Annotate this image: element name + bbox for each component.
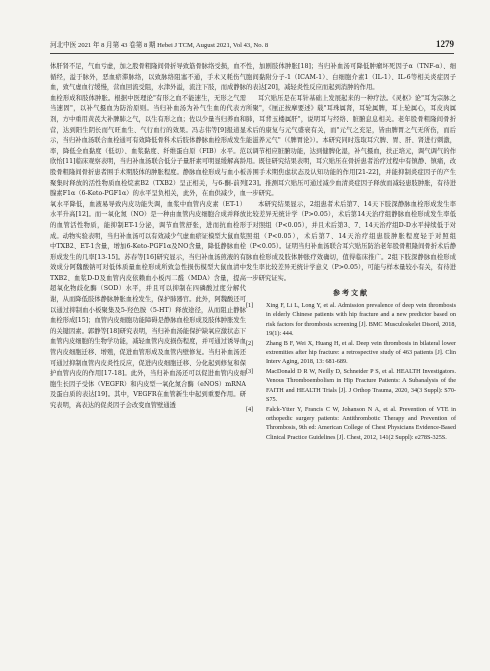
running-header-text: 河北中医 2021 年 8 月第 43 卷第 8 期 Hebei J TCM, August 2021, Vol 43, No. 8 <box>50 42 269 49</box>
left-column <box>50 62 246 412</box>
reference-number: [4] <box>246 405 254 413</box>
reference-number: [2] <box>246 339 254 347</box>
reference-item <box>246 301 456 338</box>
right-column <box>246 62 456 443</box>
reference-text: Xing F, Li L, Long Y, et al. Admission prevalence of deep vein thrombosis in elderly Chinese patients with hip fracture and a new predictor based on risk factors for thrombosis screening [J]. BMC Musculoskelet Disord, 2018, 19(1): 444. <box>266 302 456 337</box>
body-paragraph: 耳穴贴压是在耳针基础上发展起来的一种疗法。《灵枢》论"耳为宗脉之所聚"，《厘正按摩要述》载"耳珠属肾，耳轮属脾，耳上轮属心，耳皮肉属肺，耳背玉楼属肝"，说明耳与经络、脏腑息息相关。老年股骨粗隆间骨折术后的康复与元气盛衰有关，而"元气之充足，皆由脾胃之气无所伤，而后能滋养元气"（《脾胃论》）。本研究同时选取耳穴脾、胃、肝、肾进行刺激，以调节相应脏腑功能，达到健脾化湿，补气摄血，扶正培元，调气调气的作用。既往研究结果表明，耳穴贴压在骨折患者治疗过程中有镇静、镇痛，改善围手术期焦虑状态及认知功能的作用[21-22]，并能抑制炎症因子的产生[23]。推测耳穴贴压可通过减少血清炎症因子释放而减轻患肢肿胀，有待进一步研究。 <box>246 94 456 198</box>
reference-item <box>246 405 456 442</box>
running-header <box>50 41 454 54</box>
references-heading: 参考文献 <box>333 288 369 298</box>
reference-number: [1] <box>246 302 254 310</box>
reference-text: MacDonald D R W, Neilly D, Schneider P S, et al. HEALTH Investigators. Venous Thromboembolism in Hip Fracture Patients: A Subanalysis of the FAITH and HEALTH Trials [J]. J Orthop Trauma, 2020, 34(3 Suppl): S70-S75. <box>266 368 456 404</box>
body-paragraph: 性，加剧肢体肿胀[18]；当归补血汤可降低肿瘤坏死因子α（TNF-α）、细胞间黏附分子-1（ICAM-1）、白细胞介素1（IL-1）、IL-6等相关炎症因子的表达[20]，减轻炎性反应而起到消肿的作用。 <box>246 63 456 92</box>
page-number: 1279 <box>436 39 454 49</box>
reference-text: Falck-Ytter Y, Francis C W, Johanson N A, et al. Prevention of VTE in orthopedic surgery patients: Antithrombotic Therapy and Prevention of Thrombosis, 9th ed: American College of Chest Physicians Evidence-Based Clinical Practice Guidelines [J]. Chest, 2012, 141(2 Suppl): e278S-325S. <box>266 405 456 441</box>
body-paragraph: 体肝肾不足，气血亏虚，加之股骨粗隆间骨折导致筋骨脉络受损，血不循经，溢于脉外，恶血瘀滞脉络，以致脉络阻塞不通，手术又耗伤气血，致气虚血行缓慢，营血回流受阻，水津外溢，流注下肢，而成静脉血栓形成和肢体肿胀。根据中医理论"有形之血不能速生，无形之气需当速固"，以补气摄血为防治原则。当归补血汤为补气生血的代表方剂，方中重用黄芪大补脾肺之气，以生有形之血；佐以少量当归养血和营，达到阳生阴长而气旺血生、气行血行的效果。冯志伟等[9]报道显示，当归补血汤联合血栓通可有效降低骨科术后肢体静脉血栓形成发生率，降低全血黏度（低切）、血浆黏度、纤维蛋白原（FIB）水平。范欣怡[11]临床观察表明，当归补血汤联合低分子量肝素可明显缓解高龄股骨粗隆间骨折患者围手术期肢体的肿胀程度。静脉血栓形成与血小板聚集时释放的活性物质血栓烷素B2（TXB2）呈正相关，与6-酮-前列腺素F1α（6-Keto-PGF1α）的水平呈负相关，此外，在血供减少，血氧水平降低，血液易导致内皮功能失调，血浆中血管内皮素（ET-1）水平升高[12]。而一氧化氮（NO）是一种由血管内皮细胞合成并释放的血管活性物质，能抑制ET-1分泌，调节血管舒张，进而抗血栓形成。动物实验表明，当归补血汤可以有效减少气虚血瘀证模型大鼠血浆中TXB2、ET-1含量，增加6-Keto-PGF1α及NO含量，降低静脉血栓形成发生的几率[13-15]。苏春等[16]研究显示，当归补血汤煎液的有效成分阿魏酸钠可对低体质量血栓形成所致急性损伤模型大鼠血清中TXB2、血浆D-D及血管内皮依赖血小板丙二醛（MDA）含量，提高超氧化物歧化酶（SOD）水平，并且可以抑制在四磷酸过度分解代谢，从而降低肢体静脉肿胀血栓发生，保护肺器官。此外，阿魏酸还可以通过抑制血小板聚集及5-羟色胺（5-HT）释放途径，从而阻止静脉血栓形成[15]；血管内皮细胞功能障碍是静脉血栓形成及肢体肿胀发生的关键因素。郭静等[18]研究表明，当归补血汤能保护缺氧应激状态下血管内皮细胞的生物学功能，减轻血管内皮损伤程度，并可通过诱导血管内皮细胞迁移、增殖，促进血管形成及血管内壁修复。当归补血汤还可通过抑制血管内皮炎性反应，促进内皮细胞迁移、分化起到修复和保护血管内皮的作用[17-18]。此外，当归补血汤还可以促进血管内皮细胞生长因子受体（VEGFR）和内皮型一氧化氮合酶（eNOS）mRNA及蛋白质的表达[19]。其中，VEGFR在血管新生中起到重要作用。研究表明，高表达的促炎因子会改变血管壁通透 <box>50 63 246 409</box>
reference-number: [3] <box>246 368 254 376</box>
reference-item <box>246 367 456 404</box>
reference-item <box>246 339 456 367</box>
reference-text: Zhang B F, Wei X, Huang H, et al. Deep vein thrombosis in bilateral lower extremities after hip fracture: a retrospective study of 463 patients [J]. Clin Interv Aging, 2018, 13: 681-689. <box>266 339 456 366</box>
reference-list <box>246 301 456 442</box>
body-paragraph: 本研究结果显示，2组患者术后第7、14天下肢深静脉血栓形成发生率比较差异无统计学（P>0.05），术后第14天治疗组静脉血栓形成发生率低于对照组（P<0.05），并且术后第3、7、14天治疗组D-D水平持续低于对照组（P<0.05），术后第7、14天治疗组患肢肿胀程度轻于对照组（P<0.05）。证明当归补血汤联合耳穴贴压防治老年股骨粗隆间骨折术后静脉血栓形成及肢体肿胀疗效确切，值得临床推广。2组下肢深静脉血栓形成发生率比较差异无统计学意义（P>0.05），可能与样本量较小有关，有待进一步研究证实。 <box>246 200 456 282</box>
